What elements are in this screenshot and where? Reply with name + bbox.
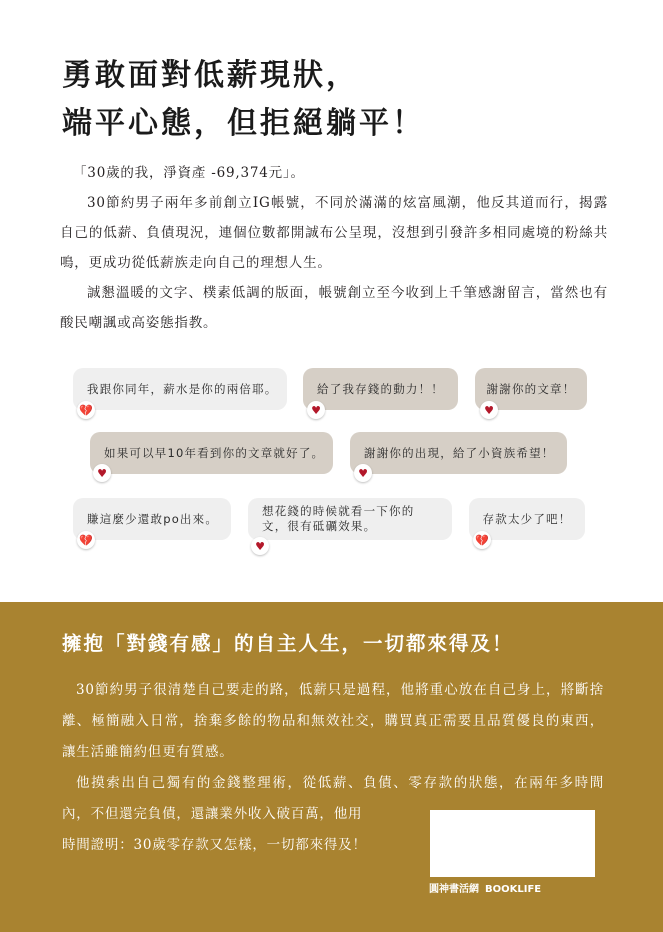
broken-heart-icon: 💔 xyxy=(77,531,95,549)
section-title: 擁抱「對錢有感」的自主人生，一切都來得及！ xyxy=(62,632,514,655)
comment-bubble xyxy=(73,368,287,410)
intro-paragraph-2: 誠懇溫暖的文字、樸素低調的版面，帳號創立至今收到上千筆感謝留言，當然也有酸民嘲諷或高姿態指教。 xyxy=(60,285,608,331)
comment-text: 賺這麼少還敢po出來。 xyxy=(87,512,219,526)
comment-bubble xyxy=(73,498,231,540)
intro-section xyxy=(60,158,608,338)
comment-text: 存款太少了吧！ xyxy=(482,512,572,526)
bottom-paragraph-1: 30節約男子很清楚自己要走的路，低薪只是過程，他將重心放在自己身上，將斷捨離、極簡融入日常，捨棄多餘的物品和無效社交，購買真正需要且品質優良的東西，讓生活雖簡約但更有質感。 xyxy=(62,682,604,760)
headline-line-2: 端平心態，但拒絕躺平！ xyxy=(62,106,425,141)
comment-text: 我跟你同年，薪水是你的兩倍耶。 xyxy=(87,382,278,396)
comment-text: 想花錢的時候就看一下你的文，很有砥礪效果。 xyxy=(262,504,415,533)
comment-bubble xyxy=(303,368,458,410)
headline-line-1: 勇敢面對低薪現狀， xyxy=(62,58,359,93)
publisher-brand: BOOKLIFE xyxy=(485,884,542,895)
intro-paragraph-1: 30節約男子兩年多前創立IG帳號，不同於滿滿的炫富風潮，他反其道而行，揭露自己的低薪、負債現況，連個位數都開誠布公呈現，沒想到引發許多相同處境的粉絲共鳴，更成功從低薪族走向自己的理想人生。 xyxy=(60,195,608,271)
headline xyxy=(62,52,425,148)
heart-icon: ♥ xyxy=(480,401,498,419)
heart-icon: ♥ xyxy=(251,537,269,555)
comment-text: 給了我存錢的動力！！ xyxy=(317,382,444,396)
comment-bubbles xyxy=(0,360,663,560)
comment-text: 謝謝你的出現，給了小資族希望！ xyxy=(364,446,555,460)
heart-icon: ♥ xyxy=(93,464,111,482)
broken-heart-icon: 💔 xyxy=(473,531,491,549)
bottom-paragraph-2: 他摸索出自己獨有的金錢整理術，從低薪、負債、零存款的狀態，在兩年多時間內，不但還完負債，還讓業外收入破百萬，他用 xyxy=(62,775,604,822)
broken-heart-icon: 💔 xyxy=(77,401,95,419)
heart-icon: ♥ xyxy=(307,401,325,419)
comment-text: 如果可以早10年看到你的文章就好了。 xyxy=(104,446,325,460)
intro-quote: 「30歲的我，淨資產 -69,374元」。 xyxy=(73,165,305,181)
publisher-logo xyxy=(429,880,547,895)
comment-text: 謝謝你的文章！ xyxy=(486,382,576,396)
heart-icon: ♥ xyxy=(354,464,372,482)
barcode-area xyxy=(430,810,595,877)
comment-bubble xyxy=(350,432,567,474)
bottom-section xyxy=(0,602,663,932)
bottom-paragraph-3: 時間證明：30歲零存款又怎樣，一切都來得及！ xyxy=(62,837,367,853)
comment-bubble xyxy=(90,432,333,474)
comment-bubble xyxy=(248,498,452,540)
publisher-name: 圓神書活網 xyxy=(429,884,479,895)
